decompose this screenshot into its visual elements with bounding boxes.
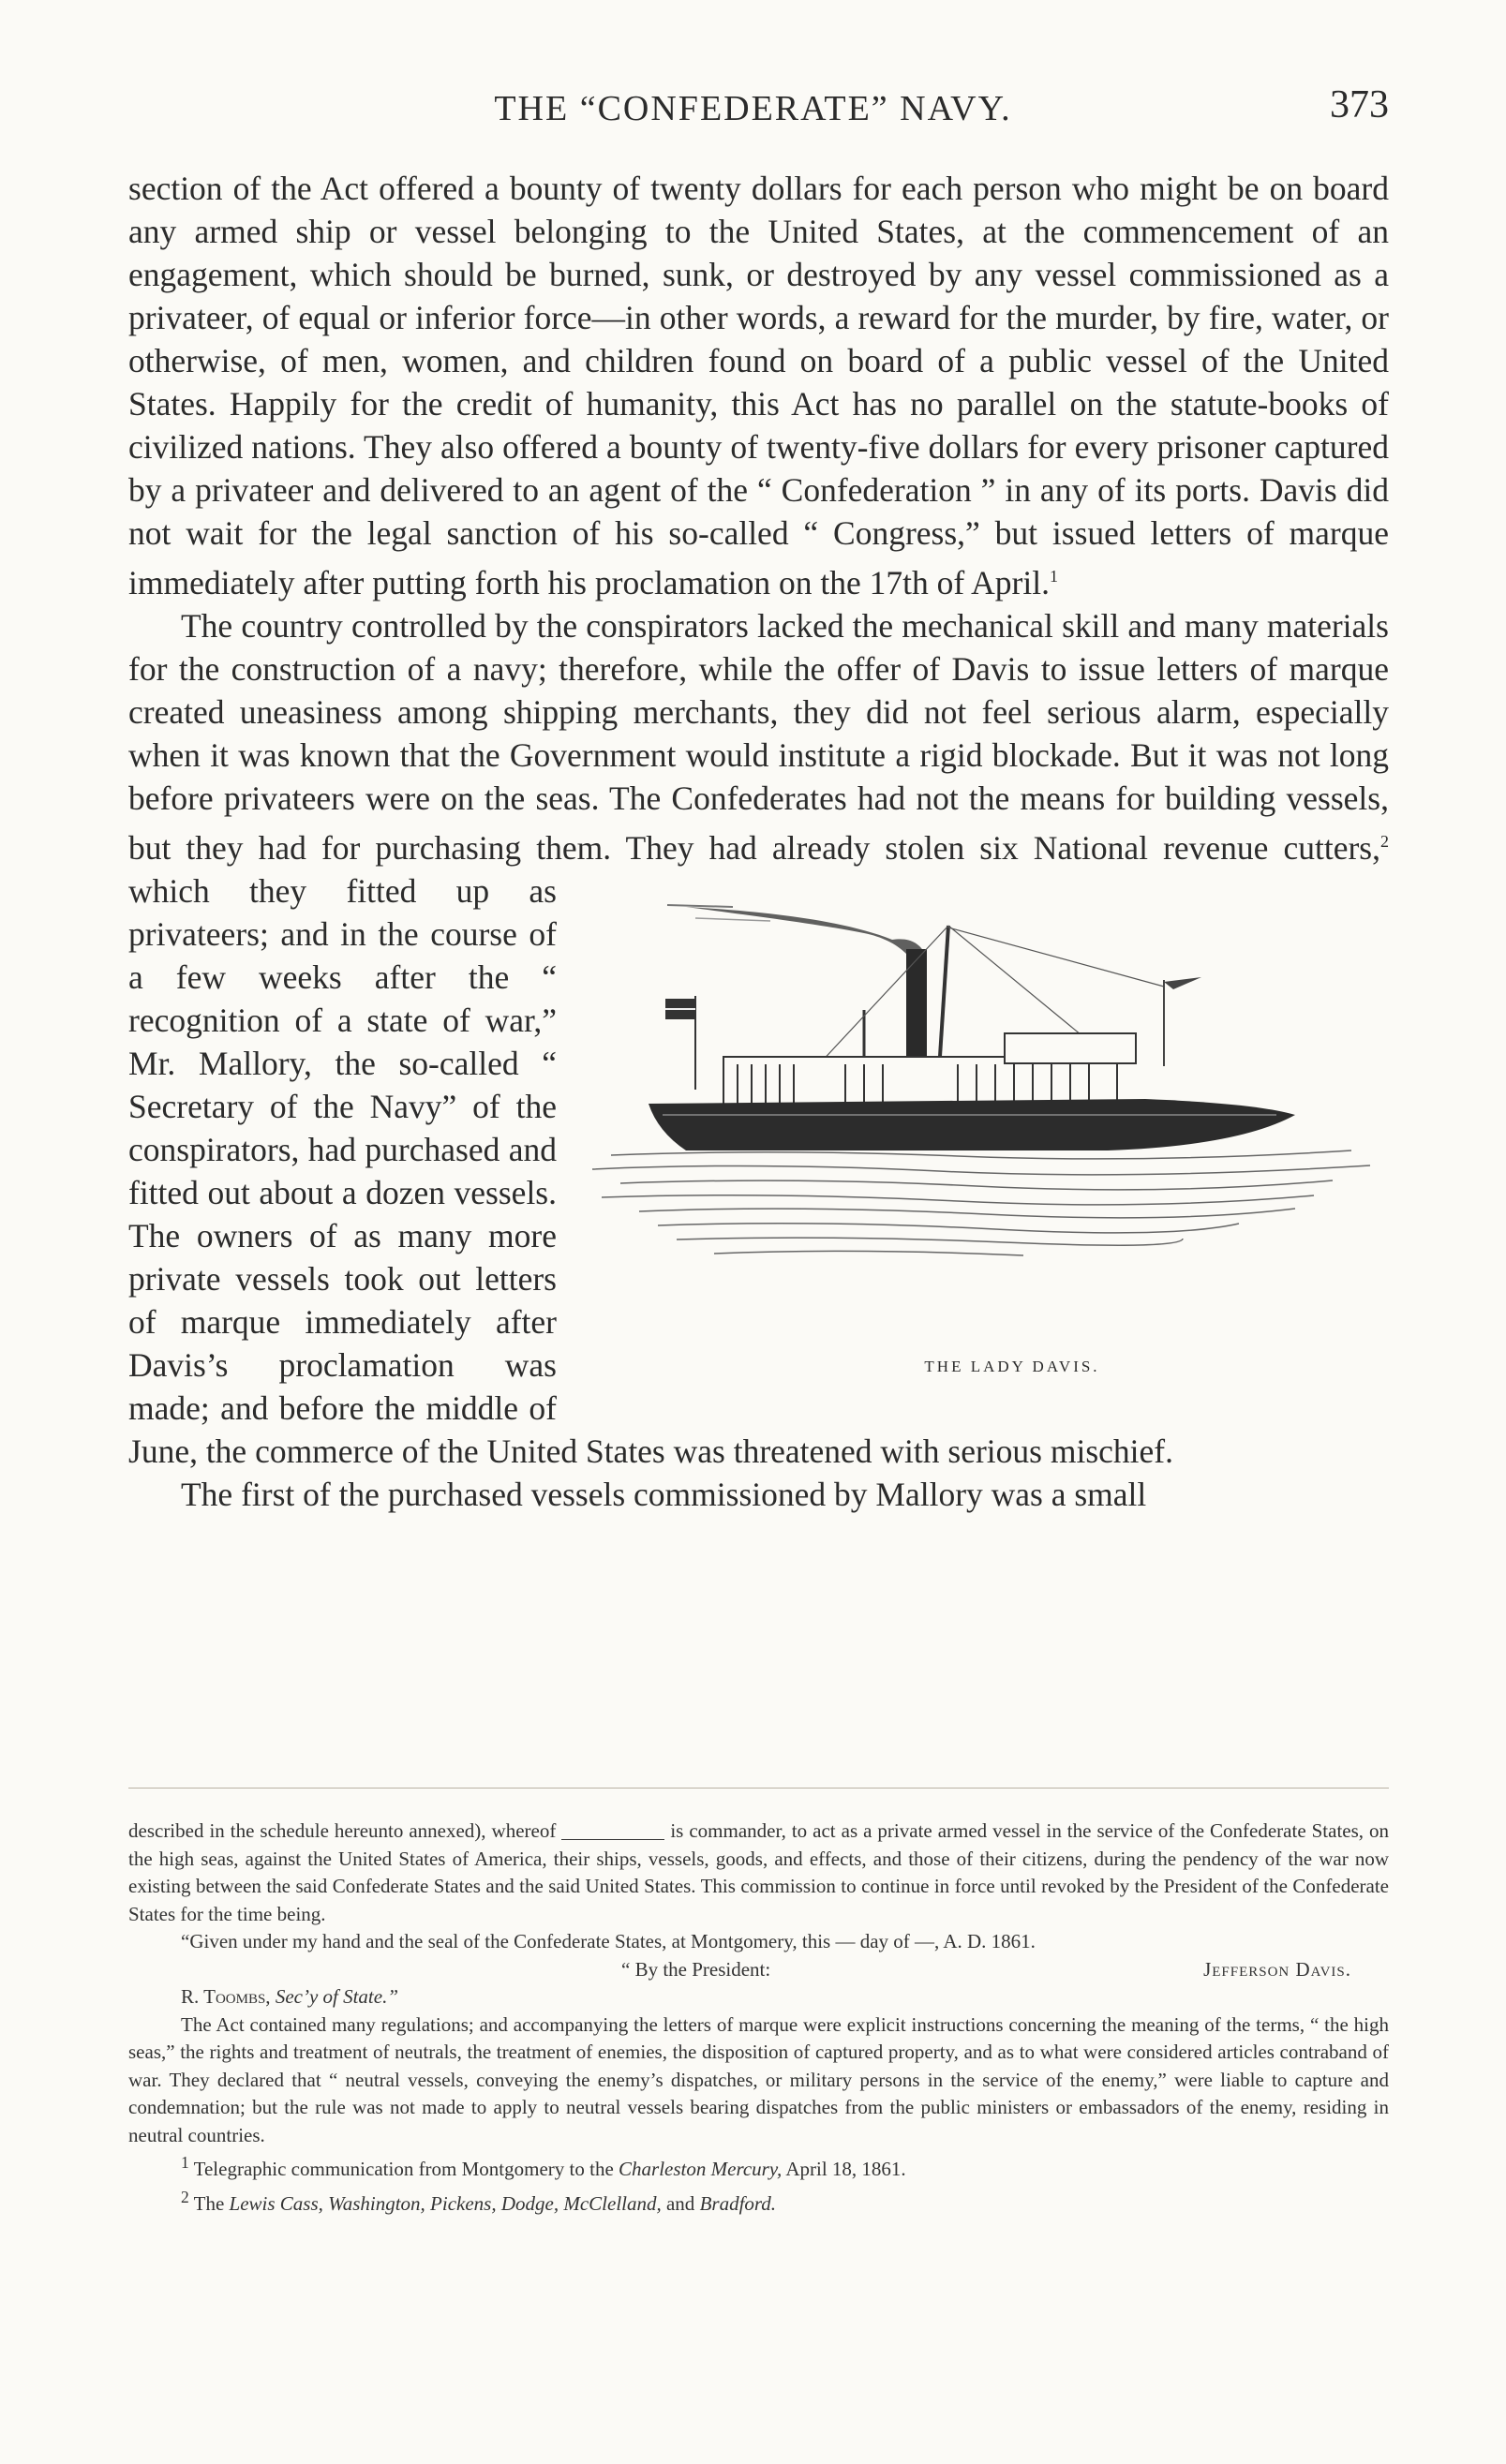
footnote-act-regulations: The Act contained many regulations; and accompanying the letters of marque were explicit instructions concerning the meaning of the terms, “ the high seas,” the rights and treatment of neutrals, the treatment of enemies, the disposition of captured property, and as to what were considered articles contraband of war. They declared that “ neutral vessels, conveying the enemy’s dispatches, or military persons in the service of the enemy,” were liable to capture and condemnation; but the rule was not made to apply to neutral vessels bearing dispatches from the public ministers or embassadors of the enemy, residing in neutral countries. <box>128 2012 1389 2146</box>
footnote-1-date: April 18, 1861. <box>785 2158 906 2180</box>
footnote-ref-1: 1 <box>1049 567 1058 586</box>
footnote-2-number: 2 <box>181 2187 189 2206</box>
page-header <box>0 82 1506 135</box>
figure-lady-davis <box>583 869 1389 1389</box>
footnotes <box>128 1818 1389 2218</box>
signature-name: Jefferson Davis. <box>1203 1957 1351 1981</box>
paragraph-2-text-b: which they fitted up as privateers; and in the course of a few weeks after the “ recognition of a state of war,” Mr. Mallory, the so-called “ Secretary of the Navy” of the conspirators, had purchased and fitted out about a dozen vessels. The owners of as many more private vessels took out letters of marque immediately after Davis’s proclamation was made; and before the middle of June, the commerce of the United States was threatened with serious mischief. <box>128 871 1173 1470</box>
paragraph-1 <box>128 167 1389 604</box>
figure-caption: THE LADY DAVIS. <box>924 1357 1100 1375</box>
ship-hull <box>649 1099 1295 1150</box>
signature-row <box>128 1956 1389 1984</box>
secretary-line <box>128 1983 1389 2011</box>
paragraph-1-text: section of the Act offered a bounty of twenty dollars for each person who might be on board any armed ship or vessel belonging to the United States, at the commencement of an engagement, which should be burned, sunk, or destroyed by any vessel commissioned as a privateer, of equal or inferior force—in other words, a reward for the murder, by fire, water, or otherwise, of men, women, and children found on board of a public vessel of the United States. Happily for the credit of humanity, this Act has no parallel on the statute-books of civilized nations. They also offered a bounty of twenty-five dollars for every prisoner captured by a privateer and delivered to an agent of the “ Confederation ” in any of its ports. Davis did not wait for the legal sanction of his so-called “ Congress,” but issued letters of marque immediately after putting forth his proclamation on the 17th of April. <box>128 170 1389 601</box>
paragraph-2-text-a: The country controlled by the conspirators lacked the mechanical skill and many materials for the construction of a navy; therefore, while the offer of Davis to issue letters of marque created uneasiness among shipping merchants, they did not feel serious alarm, especially when it was known that the Government would institute a rigid blockade. But it was not long before privateers were on the seas. The Confederates had not the means for building vessels, but they had for purchasing them. They had already stolen six National revenue cutters, <box>128 606 1389 867</box>
footnote-2-and: and <box>665 2191 695 2215</box>
paragraph-3: The first of the purchased vessels commissioned by Mallory was a small <box>181 1475 1147 1513</box>
secretary-name: R. Toombs, <box>181 1985 271 2008</box>
pennant-flag <box>1164 977 1201 989</box>
footnote-2-text-a: The <box>193 2191 225 2215</box>
running-head: THE “CONFEDERATE” NAVY. <box>494 89 1012 128</box>
footnote-1-text-a: Telegraphic communication from Montgomery to the <box>193 2158 614 2180</box>
footnote-given: “Given under my hand and the seal of the Confederate States, at Montgomery, this — day of —, A. D. 1861. <box>181 1930 1036 1952</box>
mast <box>939 926 948 1071</box>
footnote-2 <box>128 2184 1389 2219</box>
footnote-2-ships: Lewis Cass, Washington, Pickens, Dodge, McClelland, <box>229 2191 662 2215</box>
footnote-2-last-ship: Bradford. <box>699 2191 777 2215</box>
commander-blank <box>561 1826 664 1840</box>
footnote-commission-text <box>128 1818 1389 1928</box>
smoke-plume <box>686 907 925 954</box>
commission-text-b: is commander, to act as a private armed vessel in the service of the Confederate States, on the high seas, against the United States of America, their ships, vessels, goods, and effects, and those of their citizens, during the pendency of the war now existing between the said Confederate States and the said United States. This commission to continue in force until revoked by the President of the Confederate States for the time being. <box>128 1819 1390 1925</box>
footnote-ref-2: 2 <box>1380 831 1389 851</box>
steamship-illustration <box>583 869 1389 1338</box>
signature-label: “ By the President: <box>621 1957 771 1981</box>
paragraph-2 <box>128 604 1389 1473</box>
footnote-1-source: Charleston Mercury, <box>619 2158 783 2180</box>
commission-text-a: described in the schedule hereunto annexed), whereof <box>128 1819 557 1842</box>
footnote-divider <box>128 1788 1389 1789</box>
footnote-1 <box>128 2149 1389 2184</box>
secretary-title: Sec’y of State.” <box>275 1985 399 2008</box>
page-number: 373 <box>1330 83 1389 126</box>
water <box>592 1150 1370 1255</box>
body-text <box>128 167 1389 1516</box>
footnote-1-number: 1 <box>181 2153 189 2172</box>
